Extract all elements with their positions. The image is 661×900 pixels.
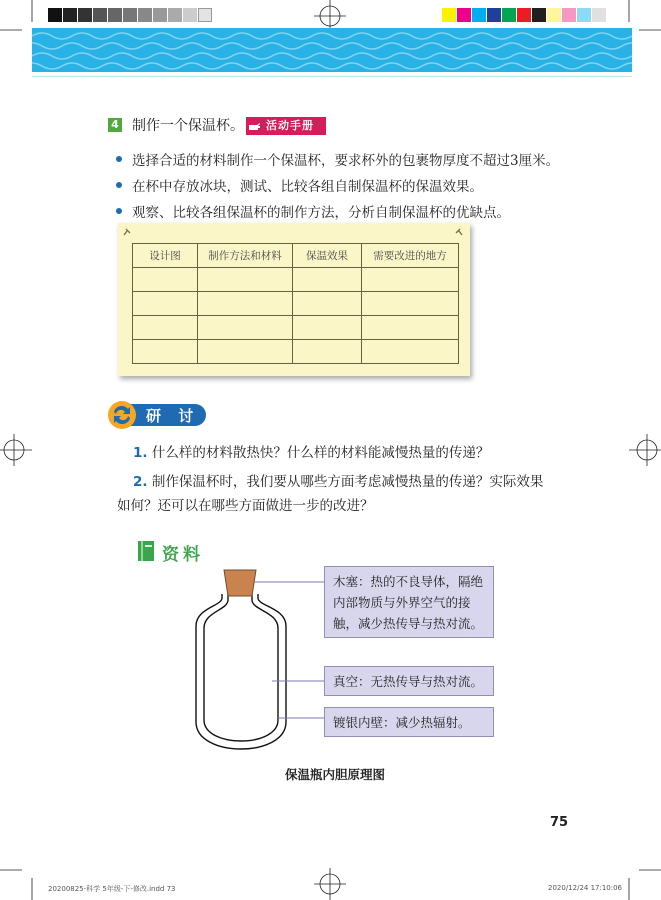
swatch — [183, 8, 197, 22]
cork-note — [324, 566, 494, 638]
swatch — [547, 8, 561, 22]
footer-file-info: 20200825-科学 5年级-下-修改.indd 73 — [48, 885, 176, 893]
table-cell[interactable] — [133, 292, 198, 316]
book-icon — [136, 539, 158, 563]
table-header-cell: 设计图 — [133, 244, 198, 268]
silver-wall-note — [324, 707, 494, 737]
table-header-cell: 制作方法和材料 — [198, 244, 293, 268]
question-text: 制作保温杯时，我们要从哪些方面考虑减慢热量的传递？实际效果 — [151, 474, 544, 490]
note-line: 木塞：热的不良导体，隔绝 — [333, 574, 484, 589]
table-cell[interactable] — [362, 268, 459, 292]
swatch — [93, 8, 107, 22]
page-number: 75 — [550, 815, 569, 830]
bullet-item: 观察、比较各组保温杯的制作方法，分析自制保温杯的优缺点。 — [116, 201, 510, 221]
registration-mark-icon — [0, 430, 36, 470]
question-2 — [133, 470, 543, 490]
table-cell[interactable] — [293, 340, 362, 364]
question-number: 1. — [133, 445, 148, 461]
question-1 — [133, 441, 489, 461]
swatch — [138, 8, 152, 22]
swatch — [532, 8, 546, 22]
reference-title: 资料 — [162, 545, 204, 565]
table-row — [133, 268, 459, 292]
table-cell[interactable] — [293, 292, 362, 316]
swatch — [123, 8, 137, 22]
table-cell[interactable] — [198, 292, 293, 316]
pushpin-icon — [122, 227, 132, 237]
swatch — [153, 8, 167, 22]
wave-pattern-icon — [32, 28, 632, 72]
question-2-continued: 如何？还可以在哪些方面做进一步的改进？ — [117, 498, 374, 514]
table-row — [133, 292, 459, 316]
registration-mark-icon — [310, 862, 350, 900]
header-rule — [32, 72, 632, 77]
table-cell[interactable] — [133, 340, 198, 364]
table-cell[interactable] — [198, 268, 293, 292]
swatch — [198, 8, 212, 22]
table-cell[interactable] — [362, 340, 459, 364]
bullet-item: 在杯中存放冰块，测试、比较各组自制保温杯的保温效果。 — [116, 175, 483, 195]
swatch — [168, 8, 182, 22]
swatch — [592, 8, 606, 22]
table-cell[interactable] — [362, 292, 459, 316]
table-cell[interactable] — [198, 316, 293, 340]
header-wave-band — [32, 28, 632, 72]
note-line: 真空：无热传导与热对流。 — [333, 674, 484, 689]
table-row — [133, 316, 459, 340]
table-header-row — [133, 244, 459, 268]
record-table — [132, 243, 459, 364]
table-cell[interactable] — [293, 316, 362, 340]
leader-lines — [240, 560, 330, 740]
crop-mark-icon — [0, 860, 40, 900]
section-title: 制作一个保温杯。 — [132, 118, 244, 134]
swatch — [562, 8, 576, 22]
table-row — [133, 340, 459, 364]
swatch — [457, 8, 471, 22]
tag-label: 活动手册 — [266, 119, 314, 132]
swatch — [48, 8, 62, 22]
pointing-hand-icon — [248, 120, 262, 132]
table-cell[interactable] — [362, 316, 459, 340]
note-line: 内部物质与外界空气的接 — [333, 595, 471, 610]
diagram-caption: 保温瓶内胆原理图 — [285, 767, 386, 782]
record-sheet — [118, 223, 470, 376]
discussion-badge-label: 研 讨 — [146, 407, 200, 425]
table-header-cell: 保温效果 — [293, 244, 362, 268]
registration-mark-icon — [625, 430, 661, 470]
crop-mark-icon — [621, 860, 661, 900]
vacuum-note — [324, 666, 494, 696]
bullet-item: 选择合适的材料制作一个保温杯，要求杯外的包裹物厚度不超过3厘米。 — [116, 149, 559, 169]
question-text: 什么样的材料散热快？什么样的材料能减慢热量的传递？ — [151, 445, 490, 461]
note-line: 镀银内壁：减少热辐射。 — [333, 715, 471, 730]
swatch — [442, 8, 456, 22]
swatch — [577, 8, 591, 22]
table-cell[interactable] — [133, 316, 198, 340]
swatch — [78, 8, 92, 22]
section-number: 4 — [108, 118, 122, 132]
discussion-badge — [106, 400, 208, 430]
table-cell[interactable] — [198, 340, 293, 364]
swatch — [502, 8, 516, 22]
table-cell[interactable] — [293, 268, 362, 292]
pushpin-icon — [454, 227, 464, 237]
swatch — [487, 8, 501, 22]
activity-handbook-tag — [246, 117, 326, 135]
note-line: 触，减少热传导与热对流。 — [333, 616, 484, 631]
swatch — [517, 8, 531, 22]
table-header-cell: 需要改进的地方 — [362, 244, 459, 268]
swatch — [472, 8, 486, 22]
question-number: 2. — [133, 474, 148, 490]
swatch — [108, 8, 122, 22]
footer-timestamp: 2020/12/24 17:10:06 — [548, 884, 623, 892]
table-cell[interactable] — [133, 268, 198, 292]
swatch — [63, 8, 77, 22]
